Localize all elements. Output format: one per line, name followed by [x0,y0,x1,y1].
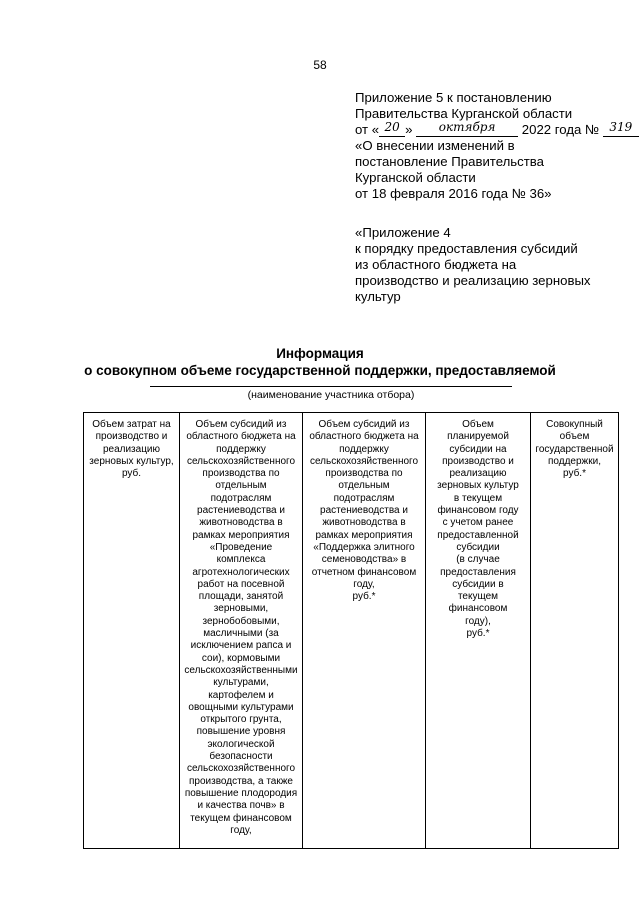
annex-line: Приложение 5 к постановлению [355,90,552,105]
date-mid: » [405,122,413,137]
table-cell-elite-seed-subsidy: Объем субсидий из областного бюджета на поддержку сельскохозяйственного производства по отдельным подотраслям растениеводства и животноводства в рамках мероприятия «Поддержка элитного семеноводства» в отчетном финансовом году, руб.* [303,413,426,849]
annex-line: постановление Правительства [355,154,544,169]
title-line-1: Информация [276,346,364,361]
annex-inner-line: к порядку предоставления субсидий [355,241,578,256]
annex-line: «О внесении изменений в [355,138,515,153]
handwritten-month: октября [416,122,518,138]
date-prefix: от « [355,122,380,137]
table-cell-total-support: Совокупный объем государственной поддержки, руб.* [531,413,619,849]
annex-line: от 18 февраля 2016 года № 36» [355,186,552,201]
title-line-2: о совокупном объеме государственной поддержки, предоставляемой [84,363,556,378]
table-row [84,413,619,849]
annex-inner-line: культур [355,289,401,304]
annex-inner [355,225,625,305]
handwritten-day: 20 [379,122,405,138]
table-cell-agro-subsidy: Объем субсидий из областного бюджета на поддержку сельскохозяйственного производства по отдельным подотраслям растениеводства и животноводства в рамках мероприятия «Проведение комплекса агротехнологических работ на посевной площади, занятой зерновыми, зернобобовыми, масличными (за исключением рапса и сои), кормовыми сельскохозяйственными культурами, картофелем и овощными культурами открытого грунта, повышение уровня экологической безопасности сельскохозяйственного производства, а также повышение плодородия и качества почв» в текущем финансовом году, [180,413,303,849]
participant-name-caption: (наименование участника отбора) [247,389,415,401]
annex-header [355,90,633,202]
annex-inner-line: из областного бюджета на [355,257,517,272]
annex-inner-line: производство и реализацию зерновых [355,273,591,288]
annex-line: Курганской области [355,170,476,185]
annex-inner-line: «Приложение 4 [355,225,451,240]
handwritten-number: 319 [603,122,639,138]
annex-line: Правительства Курганской области [355,106,573,121]
annex-date-line [355,120,633,138]
participant-name-line [150,386,512,387]
table-cell-planned-subsidy: Объем планируемой субсидии на производство и реализацию зерновых культур в текущем финансовом году с учетом ранее предоставленной субсидии (в случае предоставления субсидии в текущем финансовом году), руб.* [426,413,531,849]
support-info-table [83,412,619,849]
document-title [0,345,640,379]
date-year: 2022 года № [521,122,600,137]
page-number: 58 [313,58,327,72]
table-cell-costs: Объем затрат на производство и реализацию зерновых культур, руб. [84,413,180,849]
